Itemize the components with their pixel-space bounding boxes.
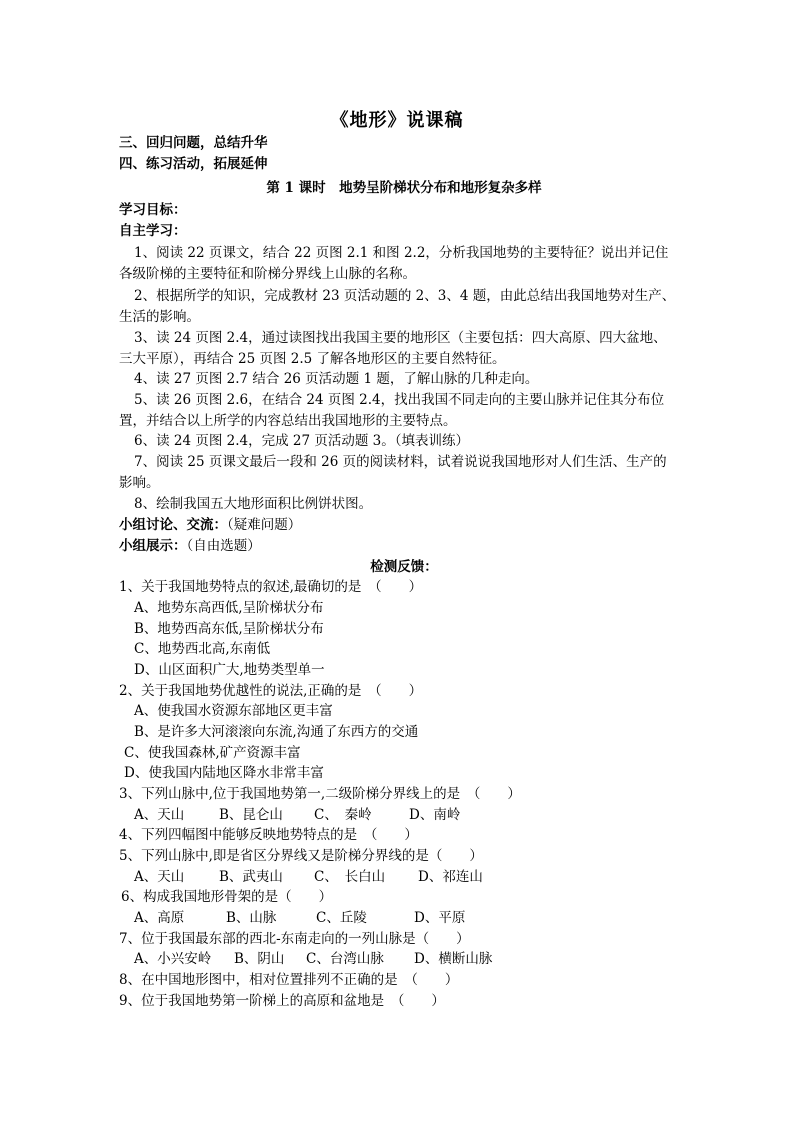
q5-option-c: C、 长白山 [314, 869, 386, 885]
section-3-heading: 三、回归问题，总结升华 [119, 135, 268, 151]
q3-option-b: B、昆仑山 [219, 807, 283, 823]
q2-option-c: C、使我国森林,矿产资源丰富 [124, 745, 301, 761]
q6-option-a: A、高原 [134, 910, 185, 926]
section-4-heading: 四、练习活动，拓展延伸 [119, 156, 268, 172]
q6-option-c: C、丘陵 [316, 910, 367, 926]
q7-option-d: D、横断山脉 [414, 951, 493, 967]
lesson-title: 第 1 课时 地势呈阶梯状分布和地形复杂多样 [266, 180, 542, 196]
question-7: 7、位于我国最东部的西北-东南走向的一列山脉是（ ） [119, 931, 470, 947]
question-9: 9、位于我国地势第一阶梯上的高原和盆地是 （ ） [119, 993, 445, 1009]
discussion-row [119, 515, 689, 536]
feedback-title: 检测反馈： [370, 559, 438, 575]
study-line: 5、读 26 页图 2.6，在结合 24 页图 2.4，找出我国不同走向的主要山脉并记住其分布位 [134, 392, 665, 408]
q6-options [134, 908, 704, 929]
q1-option-b: B、地势西高东低,呈阶梯状分布 [134, 621, 324, 637]
self-study-label: 自主学习： [119, 223, 187, 239]
study-line: 3、读 24 页图 2.4，通过读图找出我国主要的地形区（主要包括：四大高原、四大盆地、 [134, 330, 667, 346]
document-title: 《地形》说课稿 [330, 110, 464, 131]
show-label: 小组展示： [119, 538, 187, 554]
q2-option-d: D、使我国内陆地区降水非常丰富 [124, 765, 324, 781]
question-8: 8、在中国地形图中，相对位置排列不正确的是 （ ） [119, 972, 459, 988]
q6-option-b: B、山脉 [226, 910, 277, 926]
discussion-note: （疑难问题） [227, 517, 302, 533]
q5-option-b: B、武夷山 [219, 869, 283, 885]
study-line: 置，并结合以上所学的内容总结出我国地形的主要特点。 [119, 413, 457, 429]
question-5: 5、下列山脉中,即是省区分界线又是阶梯分界线的是（ ） [119, 848, 483, 864]
q5-options [134, 867, 704, 888]
q1-option-d: D、山区面积广大,地势类型单一 [134, 662, 325, 678]
study-line: 影响。 [119, 475, 160, 491]
q3-option-d: D、南岭 [409, 807, 461, 823]
question-6: 6、构成我国地形骨架的是（ ） [121, 889, 333, 905]
q5-option-d: D、祁连山 [418, 869, 483, 885]
study-line: 三大平原），再结合 25 页图 2.5 了解各地形区的主要自然特征。 [119, 351, 506, 367]
q3-option-a: A、天山 [134, 807, 185, 823]
question-4: 4、下列四幅图中能够反映地势特点的是 （ ） [119, 827, 418, 843]
study-line: 2、根据所学的知识，完成教材 23 页活动题的 2、3、4 题，由此总结出我国地势对生产、 [134, 288, 676, 304]
study-line: 1、阅读 22 页课文，结合 22 页图 2.1 和图 2.2，分析我国地势的主要特征？说出并记住 [134, 245, 669, 261]
q7-option-c: C、台湾山脉 [306, 951, 384, 967]
q2-option-a: A、使我国水资源东部地区更丰富 [134, 703, 333, 719]
q3-option-c: C、 秦岭 [314, 807, 372, 823]
study-line: 生活的影响。 [119, 309, 200, 325]
q7-option-b: B、阴山 [234, 951, 285, 967]
study-line: 4、读 27 页图 2.7 结合 26 页活动题 1 题，了解山脉的几种走向。 [134, 371, 539, 387]
discussion-label: 小组讨论、交流： [119, 517, 227, 533]
question-3: 3、下列山脉中,位于我国地势第一,二级阶梯分界线上的是 （ ） [119, 786, 521, 802]
study-line: 8、绘制我国五大地形面积比例饼状图。 [134, 496, 373, 512]
q5-option-a: A、天山 [134, 869, 185, 885]
q1-option-c: C、地势西北高,东南低 [134, 641, 271, 657]
study-line: 6、读 24 页图 2.4，完成 27 页活动题 3。（填表训练） [134, 433, 470, 449]
q7-options [134, 949, 704, 970]
q1-option-a: A、地势东高西低,呈阶梯状分布 [134, 600, 324, 616]
question-1: 1、关于我国地势特点的叙述,最确切的是 （ ） [119, 579, 423, 595]
q3-options [134, 805, 704, 826]
show-row [119, 536, 689, 557]
study-line: 各级阶梯的主要特征和阶梯分界线上山脉的名称。 [119, 266, 416, 282]
question-2: 2、关于我国地势优越性的说法,正确的是 （ ） [119, 683, 423, 699]
show-note: （自由选题） [186, 538, 261, 554]
q6-option-d: D、平原 [414, 910, 466, 926]
goals-label: 学习目标： [119, 202, 187, 218]
study-line: 7、阅读 25 页课文最后一段和 26 页的阅读材料，试着说说我国地形对人们生活、生产的 [134, 454, 667, 470]
q2-option-b: B、是许多大河滚滚向东流,沟通了东西方的交通 [134, 724, 419, 740]
q7-option-a: A、小兴安岭 [134, 951, 212, 967]
